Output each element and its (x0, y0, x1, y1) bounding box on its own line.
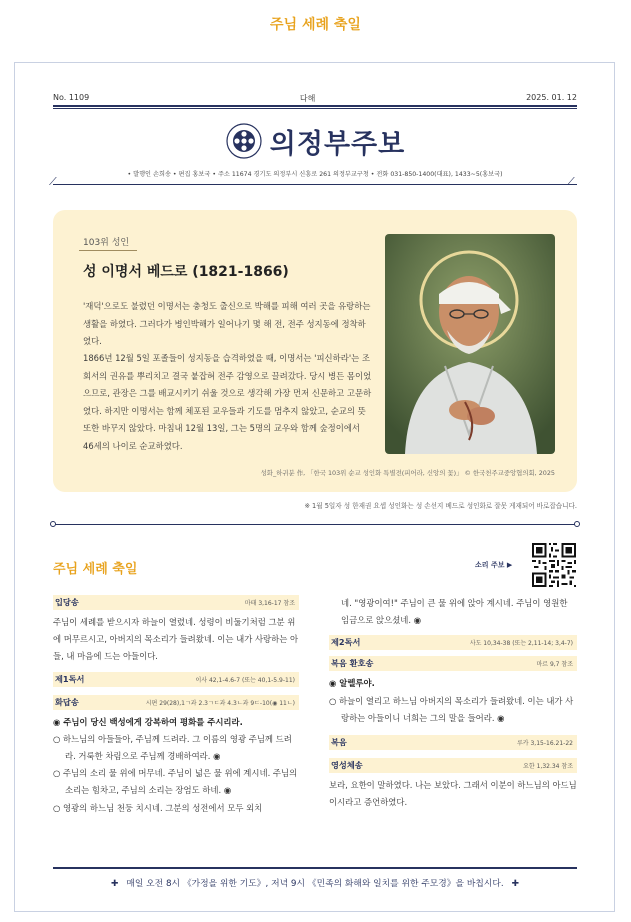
psalm-verse: ○ 주님의 소리 물 위에 머무네. 주님이 넓은 물 위에 계시네. 주님의 소리는 힘차고, 주님의 소리는 장엄도 하네. ◉ (53, 768, 298, 796)
second-reading-label (329, 635, 577, 650)
audio-bulletin-link[interactable]: 소리 주보 ▶ (475, 561, 513, 569)
cross-icon: ✚ (110, 879, 119, 889)
first-reading-label (53, 672, 299, 687)
liturgical-year: 다해 (299, 94, 316, 103)
divider-dot (50, 521, 56, 527)
gospel-acclamation-label (329, 656, 577, 671)
portrait-credit: 성화_하귀분 作, 「한국 103위 순교 성인화 특별전(피어라, 신앙의 꽃)」 © 한국천주교중앙협의회, 2025 (260, 469, 555, 477)
scripture-reference: 요한 1,32.34 참조 (523, 763, 573, 771)
header-rule-thin (53, 108, 577, 109)
label-text: 복음 (331, 737, 347, 748)
psalm-continuation: 네. "영광이여!" 주님이 큰 물 위에 앉아 계시네. 주님이 영원한 임금으로 앉으셨네. ◉ (341, 598, 568, 626)
section-divider (53, 524, 577, 525)
scripture-reference: 마태 3,16-17 참조 (244, 600, 295, 607)
psalm-label (53, 695, 299, 710)
qr-code-icon[interactable] (532, 543, 576, 587)
entrance-antiphon-text: 주님이 세례를 받으시자 하늘이 열렸네. 성령이 비둘기처럼 그분 위에 머무르시고, 아버지의 목소리가 들려왔네. 이는 내가 사랑하는 아들, 내 마음에 드는 아들이다. (53, 617, 299, 662)
info-rule (53, 184, 577, 185)
scripture-reference: 마르 9,7 참조 (536, 661, 573, 669)
label-text: 제1독서 (55, 673, 85, 684)
masthead (15, 121, 616, 161)
section-title: 주님 세례 축일 (53, 562, 138, 577)
label-text: 영성체송 (331, 760, 363, 771)
correction-note: ※ 1월 5일자 성 한재권 요셉 성인화는 성 손선지 베드로 성인화로 잘못 게재되어 바로잡습니다. (304, 502, 577, 510)
communion-antiphon-label (329, 758, 577, 773)
label-text: 입당송 (55, 597, 79, 607)
scripture-reference: 사도 10,34-38 (또는 2,11-14; 3,4-7) (469, 640, 573, 648)
psalm-response: ◉ 주님이 당신 백성에게 강복하여 평화를 주시리라. (53, 716, 243, 727)
issue-header (53, 93, 577, 104)
psalm-verse: ○ 하느님의 아들들아, 주님께 드려라. 그 이름의 영광 주님께 드려라. 거룩한 차림으로 주님께 경배하여라. ◉ (53, 733, 292, 762)
header-rule (53, 105, 577, 107)
saint-bio-paragraph: '재덕'으로도 불렸던 이명서는 충청도 출신으로 박해를 피해 여러 곳을 유랑하는 생활을 하였다. 그러다가 병인박해가 일어나기 몇 해 전, 전주 성지동에 정착하였다. (83, 301, 371, 347)
saint-feature (53, 210, 577, 492)
issue-number: No. 1109 (53, 93, 90, 102)
label-text: 화답송 (55, 696, 79, 707)
slash-ornament-right: ⟋ (567, 175, 575, 188)
psalm-verse: ○ 영광의 하느님 천둥 치시네. 그분의 성전에서 모두 외치 (53, 802, 263, 813)
saint-bio-paragraph: 1866년 12월 5일 포졸들이 성지동을 습격하였을 때, 이명서는 '피신하라'는 조회서의 권유를 뿌리치고 결국 붙잡혀 전주 감영으로 끌려갔다. 당시 병든 몸이었으므로, 관장은 그를 배교시키기 쉬울 것으로 생각해 가장 먼저 신문하고 고문하였다. 하지만 이명서는 함께 체포된 교우들과 기도를 멈추지 않았고, 순교의 뜻 또한 바꾸지 않았다. 마침내 12월 13일, 그는 5명의 교우와 함께 숲정이에서 46세의 나이로 순교하였다. (83, 353, 372, 451)
communion-antiphon-text: 보라, 요한이 말하였다. 나는 보았다. 그래서 이분이 하느님의 아드님이시라고 증언하였다. (329, 780, 577, 808)
liturgy-column-left (53, 595, 299, 817)
saint-name: 성 이명서 베드로 (1821-1866) (83, 264, 289, 280)
scripture-reference: 이사 42,1-4.6-7 (또는 40,1-5.9-11) (195, 676, 295, 684)
divider-dot (574, 521, 580, 527)
scripture-reference: 루카 3,15-16.21-22 (516, 740, 573, 748)
saint-tag: 103위 성인 (79, 235, 137, 251)
slash-ornament-left: ⟋ (49, 175, 57, 188)
acclamation-verse: ○ 하늘이 열리고 하느님 아버지의 목소리가 들려왔네. 이는 내가 사랑하는 아들이니 너희는 그의 말을 들어라. ◉ (329, 695, 574, 723)
footer-rule (53, 867, 577, 869)
footer-text: 매일 오전 8시 《가정을 위한 기도》, 저녁 9시 《민족의 화해와 일치를 위한 주모경》을 바칩시다. (126, 879, 504, 889)
alleluia: ◉ 알렐루야. (329, 678, 375, 689)
liturgy-column-right (329, 595, 577, 811)
entrance-antiphon-label (53, 595, 299, 610)
diocese-seal-logo (226, 123, 262, 159)
label-text: 복음 환호송 (331, 658, 374, 669)
issue-date: 2025. 01. 12 (526, 93, 577, 102)
masthead-title: 의정부주보 (269, 128, 406, 160)
publisher-info: • 발행인 손희송 • 편집 홍보국 • 주소 11674 경기도 의정부시 신흥로 261 의정부교구청 • 전화 031-850-1400(대표), 1433~5(홍보국) (127, 171, 503, 178)
scripture-reference: 시편 29(28),1ㄱ과 2.3ㄱㄷ과 4.3ㄴ과 9ㄷ-10(◉ 11ㄴ) (145, 699, 295, 707)
page-title: 주님 세례 축일 (270, 17, 361, 33)
prayer-footer (53, 876, 577, 889)
gospel-label (329, 735, 577, 750)
cross-icon: ✚ (511, 879, 519, 889)
bulletin-sheet (14, 62, 615, 912)
label-text: 제2독서 (331, 637, 361, 648)
saint-portrait-image (385, 234, 555, 454)
